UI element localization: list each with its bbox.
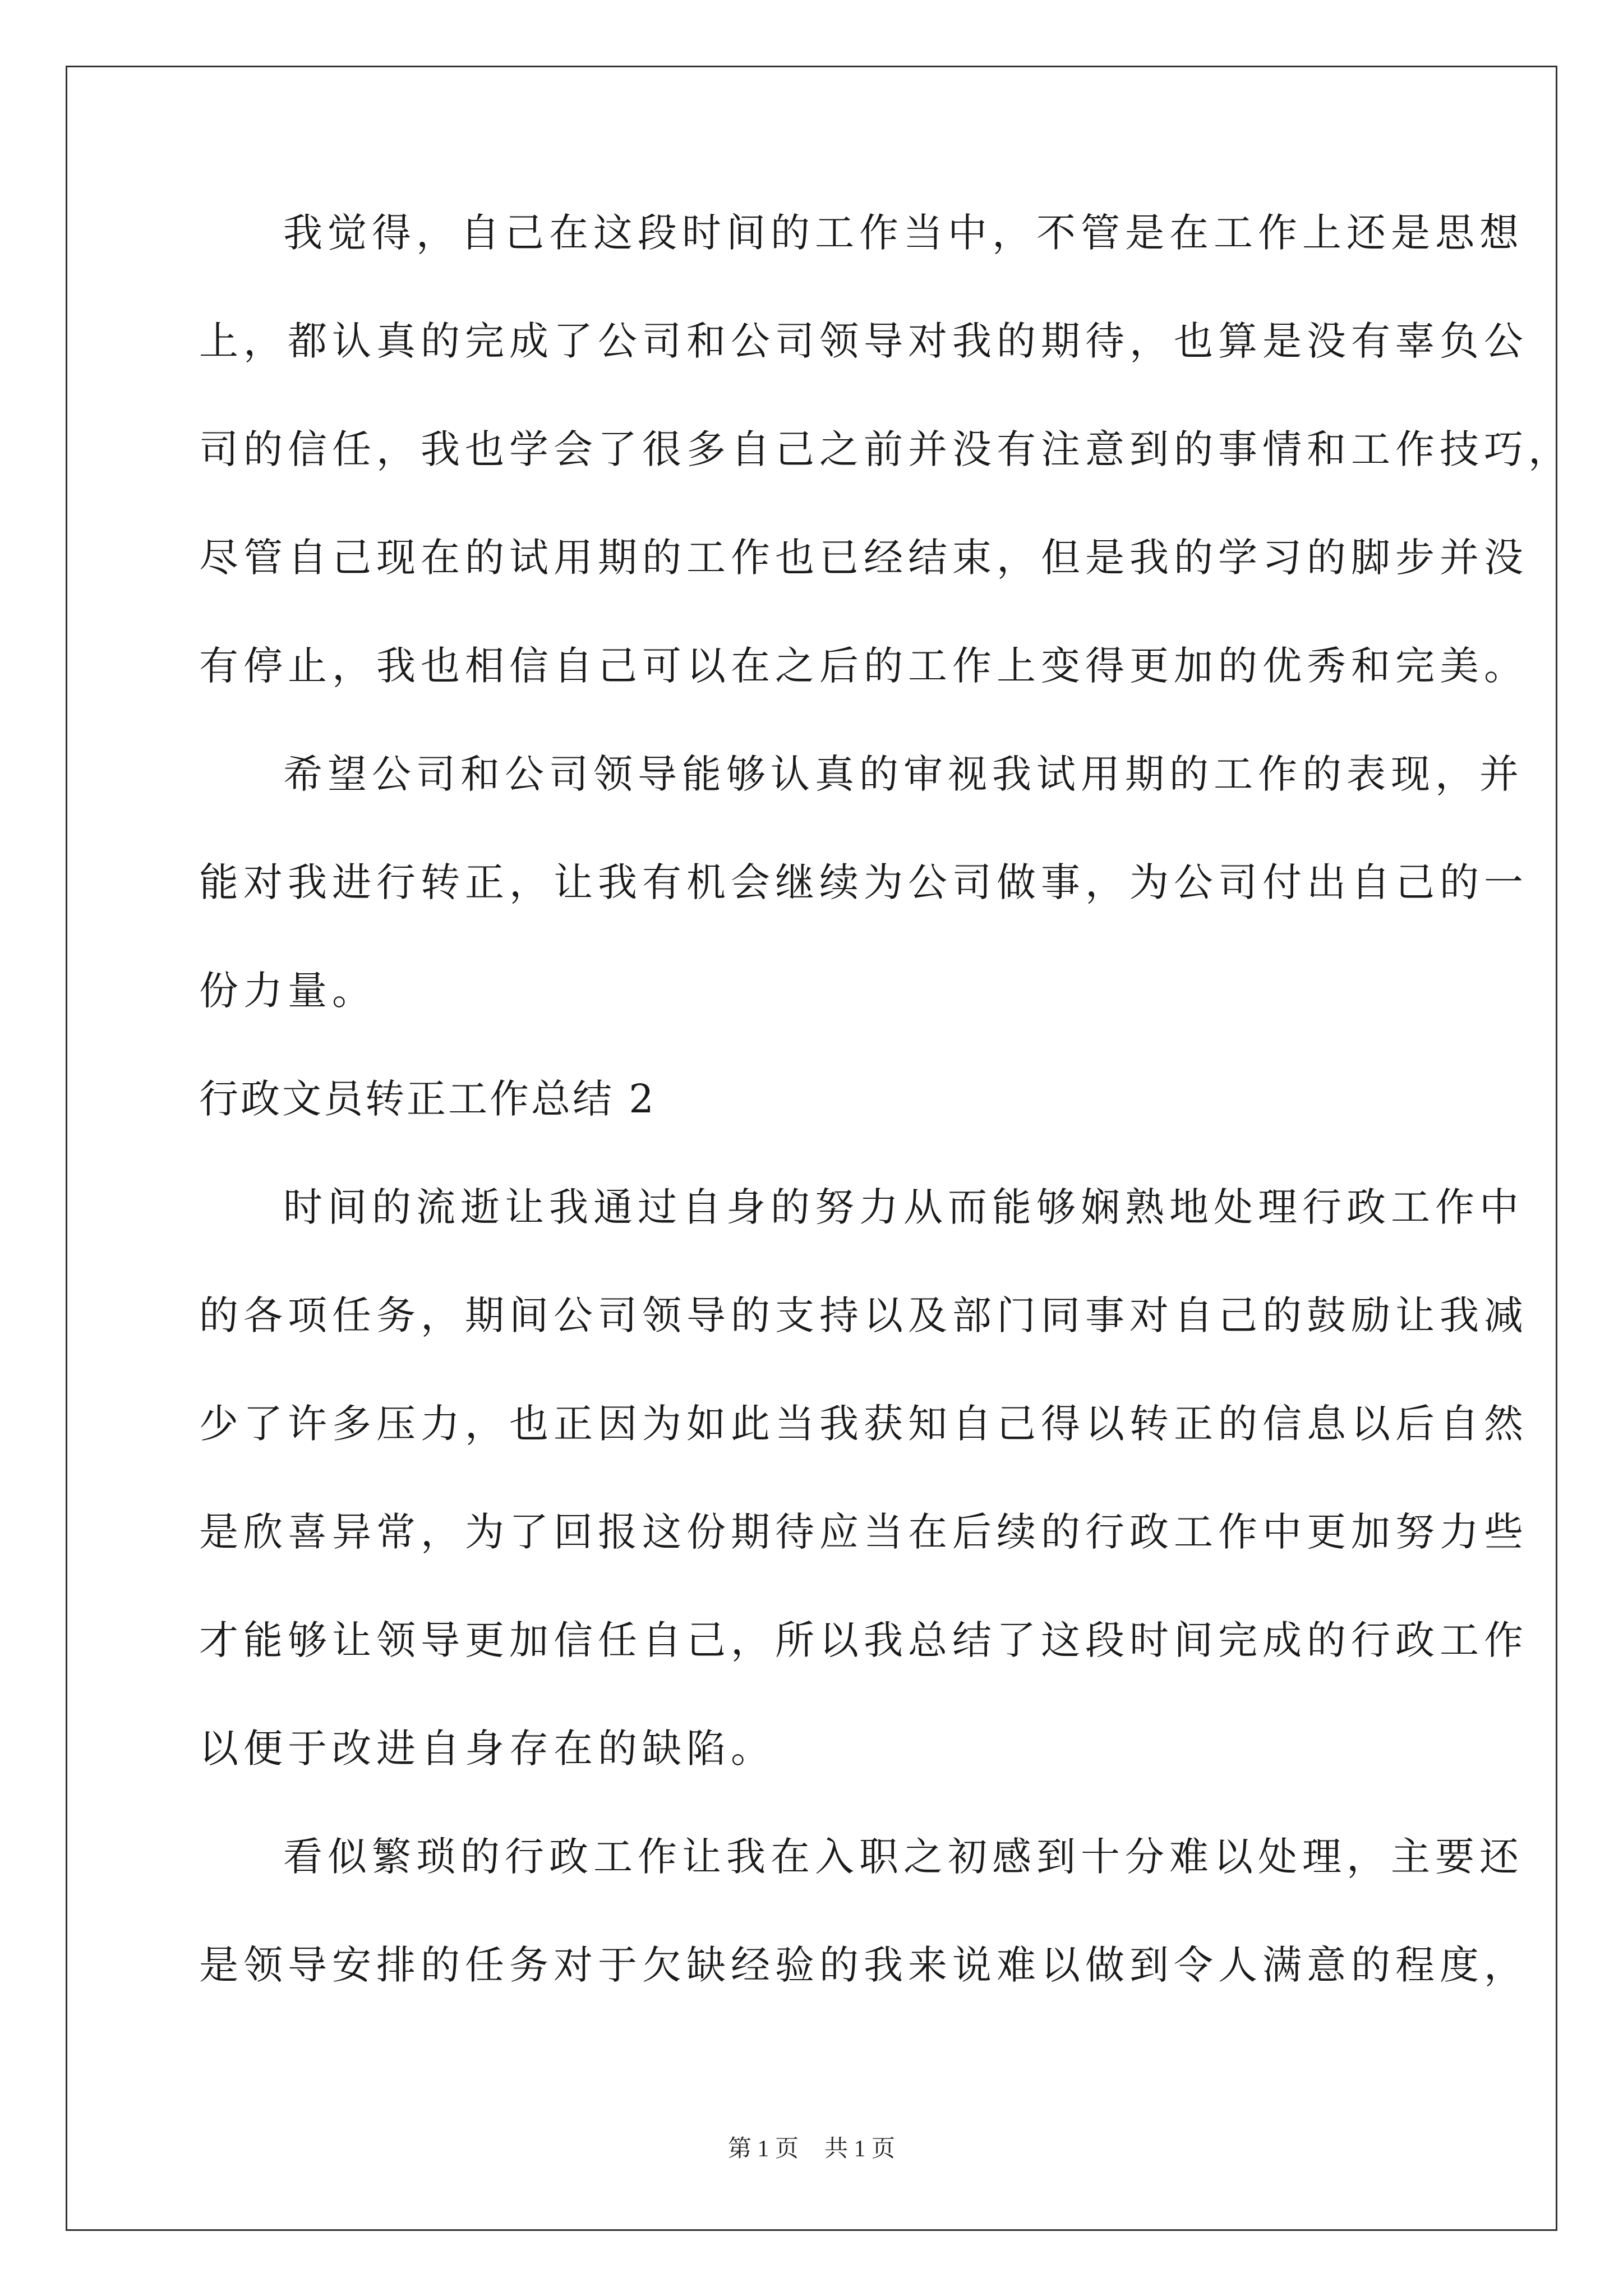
text-line: 的各项任务，期间公司领导的支持以及部门同事对自己的鼓励让我减 bbox=[199, 1292, 1528, 1338]
text-line: 份力量。 bbox=[199, 968, 376, 1014]
page-total-label: 共 1 页 bbox=[824, 2136, 896, 2162]
section-heading: 行政文员转正工作总结 2 bbox=[199, 1076, 656, 1122]
text-line: 看似繁琐的行政工作让我在入职之初感到十分难以处理，主要还 bbox=[283, 1834, 1524, 1880]
text-line: 少了许多压力，也正因为如此当我获知自己得以转正的信息以后自然 bbox=[199, 1401, 1528, 1447]
text-line: 希望公司和公司领导能够认真的审视我试用期的工作的表现，并 bbox=[283, 751, 1524, 797]
page-footer bbox=[0, 2130, 1623, 2164]
page-number-label: 第 1 页 bbox=[727, 2136, 799, 2162]
text-line: 才能够让领导更加信任自己，所以我总结了这段时间完成的行政工作 bbox=[199, 1617, 1528, 1663]
text-line: 以便于改进自身存在的缺陷。 bbox=[199, 1726, 775, 1772]
text-line: 是欣喜异常，为了回报这份期待应当在后续的行政工作中更加努力些 bbox=[199, 1509, 1528, 1555]
text-line: 是领导安排的任务对于欠缺经验的我来说难以做到令人满意的程度， bbox=[199, 1942, 1528, 1988]
document-body bbox=[199, 210, 1573, 2054]
text-line: 能对我进行转正，让我有机会继续为公司做事，为公司付出自己的一 bbox=[199, 859, 1528, 905]
text-line: 时间的流逝让我通过自身的努力从而能够娴熟地处理行政工作中 bbox=[283, 1184, 1524, 1230]
text-line: 我觉得，自己在这段时间的工作当中，不管是在工作上还是思想 bbox=[283, 210, 1524, 256]
text-line: 司的信任，我也学会了很多自己之前并没有注意到的事情和工作技巧， bbox=[199, 426, 1573, 472]
text-line: 上，都认真的完成了公司和公司领导对我的期待，也算是没有辜负公 bbox=[199, 318, 1528, 364]
text-line: 有停止，我也相信自己可以在之后的工作上变得更加的优秀和完美。 bbox=[199, 643, 1528, 689]
text-line: 尽管自己现在的试用期的工作也已经结束，但是我的学习的脚步并没 bbox=[199, 535, 1528, 581]
